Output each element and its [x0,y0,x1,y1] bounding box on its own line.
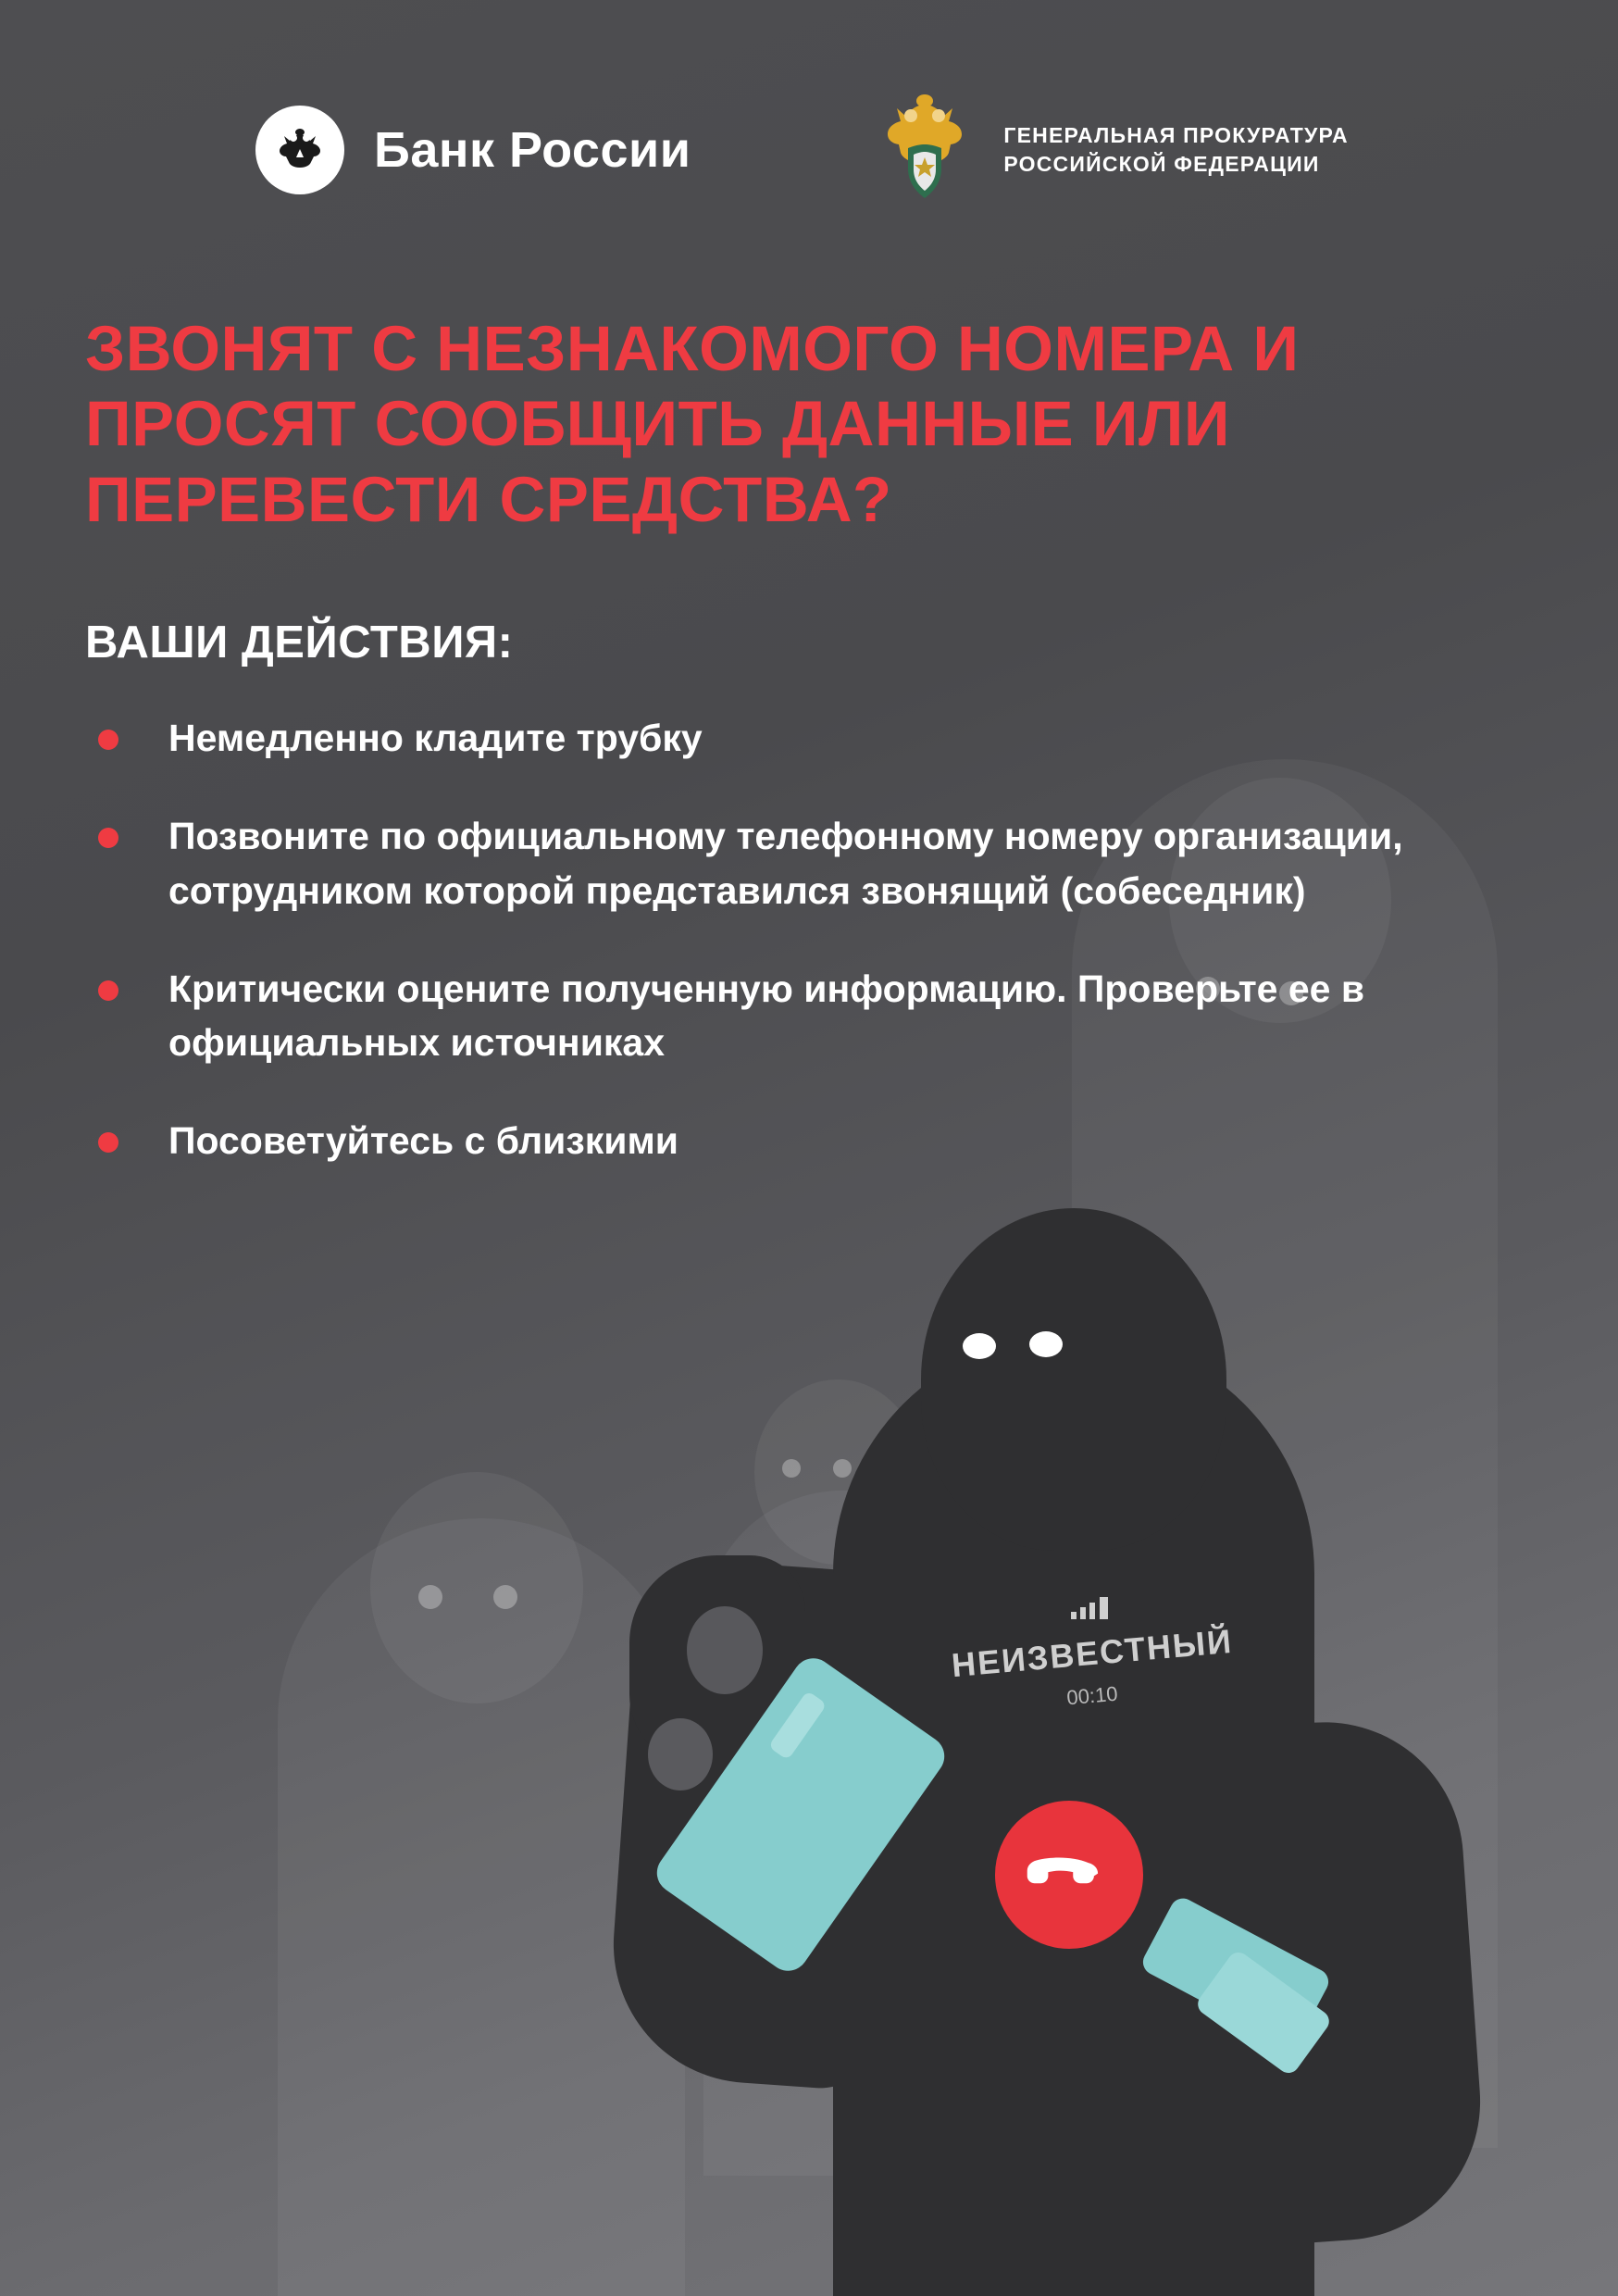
header-logos [0,0,1618,211]
figure-head [921,1208,1226,1551]
figure-eye-left [963,1333,996,1359]
headline: ЗВОНЯТ С НЕЗНАКОМОГО НОМЕРА И ПРОСЯТ СООБЩИТЬ ДАННЫЕ ИЛИ ПЕРЕВЕСТИ СРЕДСТВА? [85,313,1300,535]
bank-of-russia-name: Банк России [374,122,691,178]
figure-left-hand-notch [687,1606,763,1694]
actions-list [85,711,1501,1167]
ghost-figure-left-head [370,1472,583,1703]
bank-card-chip [768,1691,828,1761]
hangup-button[interactable] [995,1801,1143,1949]
bank-of-russia-logo [255,106,691,194]
phone-hangup-icon [1027,1832,1112,1917]
prosecutor-general-name-line1: ГЕНЕРАЛЬНАЯ ПРОКУРАТУРА [1003,122,1349,147]
list-item: Критически оцените полученную информацию. Проверьте ее в официальных источниках [85,962,1501,1069]
signal-bars-icon [1071,1597,1114,1619]
subheading-your-actions: ВАШИ ДЕЙСТВИЯ: [85,618,514,668]
list-item: Немедленно кладите трубку [85,711,1501,765]
ghost-middle-eye-right [833,1459,852,1478]
ghost-middle-eye-left [782,1459,801,1478]
prosecutor-general-name-line2: РОССИЙСКОЙ ФЕДЕРАЦИИ [1003,152,1320,176]
incoming-call-ui [926,1597,1259,1708]
prosecutor-general-logo [870,89,1348,211]
call-timer: 00:10 [1065,1681,1119,1710]
figure-eye-right [1029,1331,1063,1357]
prosecutor-general-name [1003,121,1348,179]
bank-of-russia-emblem-icon [255,106,344,194]
prosecutor-emblem-icon [870,89,979,211]
ghost-left-eye-left [418,1585,442,1609]
list-item: Позвоните по официальному телефонному номеру организации, сотрудником которой представился звонящий (собеседник) [85,809,1501,917]
caller-name: НЕИЗВЕСТНЫЙ [950,1621,1235,1685]
list-item: Посоветуйтесь с близкими [85,1114,1501,1167]
double-eagle-icon [271,121,329,179]
figure-left-hand-notch-lower [648,1718,713,1791]
ghost-left-eye-right [493,1585,517,1609]
